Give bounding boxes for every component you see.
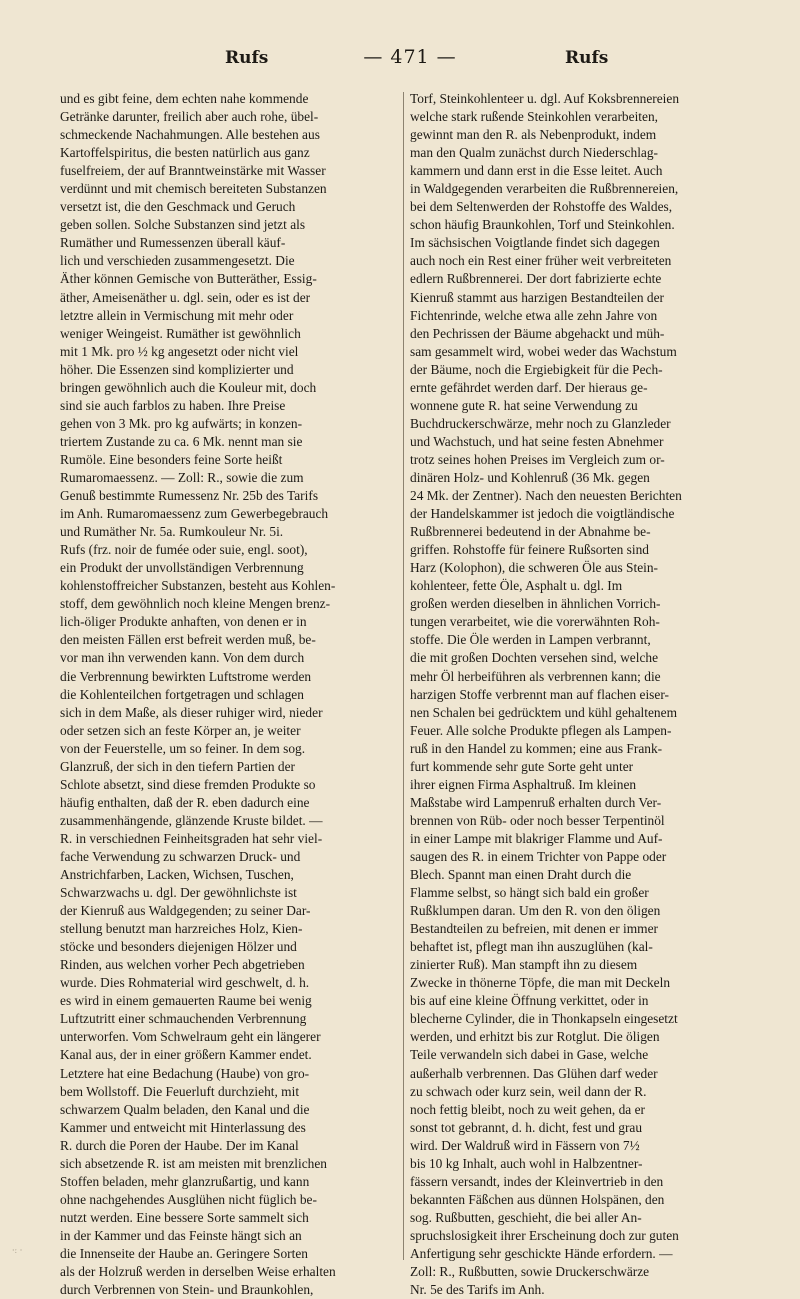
text-line: ernte gefährdet werden darf. Der hieraus ge- xyxy=(410,379,648,395)
text-line: Schwarzwachs u. dgl. Der gewöhnlichste ist xyxy=(60,885,297,901)
text-line: Kartoffelspiritus, die besten natürlich aus ganz xyxy=(60,145,310,161)
text-line: oder setzen sich an feste Körper an, je weiter xyxy=(60,722,301,738)
text-line: die Kohlenteilchen fortgetragen und schlagen xyxy=(60,686,304,702)
text-line: der Kienruß aus Waldgegenden; zu seiner Dar- xyxy=(60,903,311,919)
text-line: stellung benutzt man harzreiches Holz, Kien- xyxy=(60,921,303,937)
text-line: R. durch die Poren der Haube. Der im Kanal xyxy=(60,1137,299,1153)
text-line: Bestandteilen zu befreien, mit denen er immer xyxy=(410,921,659,937)
text-line: nen Schalen bei gedrücktem und kühl gehaltenem xyxy=(410,704,677,720)
text-line: der Bäume, noch die Ergiebigkeit für die Pech- xyxy=(410,361,663,377)
text-line: Glanzruß, der sich in den tiefern Partien der xyxy=(60,758,295,774)
text-line: kohlenteer, fette Öle, Asphalt u. dgl. Im xyxy=(410,578,623,594)
text-line: Torf, Steinkohlenteer u. dgl. Auf Koksbrennereien xyxy=(410,91,680,106)
text-line: Anstrichfarben, Lacken, Wichsen, Tuschen, xyxy=(60,867,294,883)
text-line: durch Verbrennen von Stein- und Braunkohlen, xyxy=(60,1282,314,1298)
text-line: in einer Lampe mit blakriger Flamme und Auf- xyxy=(410,830,663,846)
text-line: sich in dem Maße, als dieser ruhiger wird, nieder xyxy=(60,704,323,720)
text-line: dinären Holz- und Kohlenruß (36 Mk. gegen xyxy=(410,469,650,485)
running-header xyxy=(60,44,760,74)
text-line: tungen verarbeitet, wie die vorerwähnten Roh- xyxy=(410,614,660,630)
text-line: Fichtenrinde, welche etwa alle zehn Jahre von xyxy=(410,307,658,323)
column-divider xyxy=(403,92,404,1260)
text-line: Maßstabe wird Lampenruß erhalten durch Ver- xyxy=(410,794,662,810)
text-line: Rußklumpen daran. Um den R. von den öligen xyxy=(410,903,661,919)
text-line: Genuß bestimmte Rumessenz Nr. 25b des Tarifs xyxy=(60,488,319,504)
text-line: spruchslosigkeit ihrer Erscheinung doch zur guten xyxy=(410,1227,679,1243)
text-line: schmeckende Nachahmungen. Alle bestehen aus xyxy=(60,127,320,143)
text-line: griffen. Rohstoffe für feinere Rußsorten sind xyxy=(410,542,649,558)
text-line: blecherne Cylinder, die in Thonkapseln eingesetzt xyxy=(410,1011,678,1027)
text-line: sonst tot gebrannt, d. h. dicht, fest und grau xyxy=(410,1119,643,1135)
text-line: Rufs (frz. noir de fumée oder suie, engl. soot), xyxy=(60,542,308,558)
text-line: Nr. 5e des Tarifs im Anh. xyxy=(410,1282,545,1298)
text-line: Stoffen beladen, mehr glanzrußartig, und kann xyxy=(60,1173,310,1189)
text-line: gehen von 3 Mk. pro kg aufwärts; in konzen- xyxy=(60,415,303,431)
text-line: Im sächsischen Voigtlande findet sich dagegen xyxy=(410,235,660,251)
text-line: Harz (Kolophon), die schweren Öle aus Stein- xyxy=(410,560,659,576)
text-line: auch noch ein Rest einer früher weit verbreiteten xyxy=(410,253,672,269)
text-line: vor man ihn verwenden kann. Von dem durch xyxy=(60,650,305,666)
text-line: edlern Rußbrennerei. Der dort fabrizierte echte xyxy=(410,271,662,287)
text-line: äther, Ameisenäther u. dgl. sein, oder es ist der xyxy=(60,289,311,305)
text-line: und Rumäther Nr. 5a. Rumkouleur Nr. 5i. xyxy=(60,524,284,540)
text-line: werden, und erhitzt bis zur Rotglut. Die öligen xyxy=(410,1029,660,1045)
text-line: nutzt werden. Eine bessere Sorte sammelt sich xyxy=(60,1209,309,1225)
header-left-keyword: Rufs xyxy=(225,48,269,68)
text-line: Rumöle. Eine besonders feine Sorte heißt xyxy=(60,451,283,467)
text-line: und Wachstuch, und hat seine festen Abnehmer xyxy=(410,433,664,449)
text-line: noch fettig bleibt, noch zu weit gehen, da er xyxy=(410,1101,645,1117)
text-line: ohne nachgehendes Ausglühen nicht füglich be- xyxy=(60,1191,317,1207)
right-text-column xyxy=(410,90,750,1299)
text-line: Schlote absetzt, sind diese fremden Produkte so xyxy=(60,776,316,792)
text-line: Flamme selbst, so hängt sich bald ein großer xyxy=(410,885,649,901)
header-right-keyword: Rufs xyxy=(565,48,609,68)
text-line: mit 1 Mk. pro ½ kg angesetzt oder nicht viel xyxy=(60,343,299,359)
text-line: Feuer. Alle solche Produkte pflegen als Lampen- xyxy=(410,722,672,738)
page-speck: ·ː · xyxy=(12,1246,23,1255)
text-line: Kanal aus, der in einer größern Kammer endet. xyxy=(60,1047,312,1063)
text-line: unterworfen. Vom Schwelraum geht ein längerer xyxy=(60,1029,321,1045)
text-line: zinierter Ruß). Man stampft ihn zu diesem xyxy=(410,957,638,973)
text-line: ihrer eignen Firma Asphaltruß. Im kleinen xyxy=(410,776,637,792)
text-line: der Handelskammer ist jedoch die voigtländische xyxy=(410,506,675,522)
text-line: man den Qualm zunächst durch Niederschlag- xyxy=(410,145,659,161)
text-line: weniger Weingeist. Rumäther ist gewöhnlich xyxy=(60,325,301,341)
text-line: fuselfreiem, der auf Branntweinstärke mit Wasser xyxy=(60,163,326,179)
text-line: Rinden, aus welchen vorher Pech abgetrieben xyxy=(60,957,305,973)
text-line: verdünnt und mit chemisch bereiteten Substanzen xyxy=(60,181,327,197)
page-number: — 471 — xyxy=(363,46,457,68)
text-line: trotz seines hohen Preises im Vergleich zum or- xyxy=(410,451,665,467)
text-line: bis 10 kg Inhalt, auch wohl in Halbzentner- xyxy=(410,1155,643,1171)
text-line: zusammenhängende, glänzende Kruste bildet. — xyxy=(60,812,323,828)
text-line: die mit großen Dochten versehen sind, welche xyxy=(410,650,659,666)
text-line: Blech. Spannt man einen Draht durch die xyxy=(410,867,632,883)
text-line: geben sollen. Solche Substanzen sind jetzt als xyxy=(60,217,306,233)
text-line: Anfertigung sehr geschickte Hände erfordern. — xyxy=(410,1246,673,1261)
text-line: es wird in einem gemauerten Raume bei wenig xyxy=(60,993,312,1009)
text-line: Rußbrennerei bedeutend in der Abnahme be- xyxy=(410,524,651,540)
text-line: den Pechrissen der Bäume abgehackt und müh- xyxy=(410,325,665,341)
text-line: zu schwach oder kurz sein, weil dann der R. xyxy=(410,1083,647,1099)
text-line: triertem Zustande zu ca. 6 Mk. nennt man sie xyxy=(60,433,303,449)
text-line: mehr Öl herbeiführen als verbrennen kann; die xyxy=(410,668,661,684)
text-line: gewinnt man den R. als Nebenprodukt, indem xyxy=(410,127,657,143)
text-line: häufig enthalten, daß der R. eben dadurch eine xyxy=(60,794,310,810)
text-line: kohlenstoffreicher Substanzen, besteht aus Kohlen- xyxy=(60,578,336,594)
text-line: lich und verschieden zusammengesetzt. Die xyxy=(60,253,295,269)
text-line: schon häufig Braunkohlen, Torf und Steinkohlen. xyxy=(410,217,675,233)
text-line: außerhalb verbrennen. Das Glühen darf weder xyxy=(410,1065,658,1081)
text-line: bem Wollstoff. Die Feuerluft durchzieht, mit xyxy=(60,1083,300,1099)
text-line: Zwecke in thönerne Töpfe, die man mit Deckeln xyxy=(410,975,671,991)
text-line: Rumäther und Rumessenzen überall käuf- xyxy=(60,235,286,251)
left-text-column xyxy=(60,90,400,1299)
text-line: Kienruß stammt aus harzigen Bestandteilen der xyxy=(410,289,664,305)
text-line: Buchdruckerschwärze, mehr noch zu Glanzleder xyxy=(410,415,671,431)
text-line: sich absetzende R. ist am meisten mit brenzlichen xyxy=(60,1155,327,1171)
text-line: versetzt ist, die den Geschmack und Geruch xyxy=(60,199,296,215)
text-line: Rumaromaessenz. — Zoll: R., sowie die zum xyxy=(60,469,304,485)
text-line: im Anh. Rumaromaessenz zum Gewerbegebrauch xyxy=(60,506,329,522)
text-line: sog. Rußbutten, geschieht, die bei aller An- xyxy=(410,1209,642,1225)
text-line: und es gibt feine, dem echten nahe kommende xyxy=(60,91,309,106)
text-line: die Verbrennung bewirkten Luftstrome werden xyxy=(60,668,312,684)
text-line: höher. Die Essenzen sind komplizierter und xyxy=(60,361,294,377)
text-line: von der Feuerstelle, um so feiner. In dem sog. xyxy=(60,740,306,756)
text-line: stoff, dem gewöhnlich noch kleine Mengen brenz- xyxy=(60,596,331,612)
text-line: die Innenseite der Haube an. Geringere Sorten xyxy=(60,1246,308,1261)
text-line: welche stark rußende Steinkohlen verarbeiten, xyxy=(410,109,659,125)
text-line: Getränke darunter, freilich aber auch rohe, übel- xyxy=(60,109,319,125)
text-line: sam gesammelt wird, wobei weder das Wachstum xyxy=(410,343,677,359)
text-line: behaftet ist, pflegt man ihn auszuglühen (kal- xyxy=(410,939,653,955)
text-line: saugen des R. in einem Trichter von Pappe oder xyxy=(410,848,667,864)
text-line: R. in verschiednen Feinheitsgraden hat sehr viel- xyxy=(60,830,323,846)
text-line: harzigen Stoffe verbrennt man auf flachen eiser- xyxy=(410,686,669,702)
text-line: wird. Der Waldruß wird in Fässern von 7½ xyxy=(410,1137,640,1153)
text-line: Kammer und entweicht mit Hinterlassung des xyxy=(60,1119,306,1135)
text-line: bekannten Fäßchen aus dünnen Holspänen, den xyxy=(410,1191,665,1207)
text-line: 24 Mk. der Zentner). Nach den neuesten Berichten xyxy=(410,488,682,504)
text-line: bis auf eine kleine Öffnung verkittet, oder in xyxy=(410,993,649,1009)
text-line: Zoll: R., Rußbutten, sowie Druckerschwärze xyxy=(410,1264,650,1280)
text-line: brennen von Rüb- oder noch besser Terpentinöl xyxy=(410,812,665,828)
text-line: den meisten Fällen erst befreit werden muß, be- xyxy=(60,632,316,648)
text-line: stöcke und besonders diejenigen Hölzer und xyxy=(60,939,297,955)
text-line: schwarzem Qualm beladen, den Kanal und die xyxy=(60,1101,310,1117)
text-line: kammern und dann erst in die Esse leitet. Auch xyxy=(410,163,663,179)
text-line: fässern versandt, indes der Kleinvertrieb in den xyxy=(410,1173,664,1189)
text-line: sind sie auch farblos zu haben. Ihre Preise xyxy=(60,397,286,413)
text-line: Teile verwandeln sich dabei in Gase, welche xyxy=(410,1047,649,1063)
text-line: in der Kammer und das Feinste hängt sich an xyxy=(60,1227,302,1243)
text-line: bringen gewöhnlich auch die Kouleur mit, doch xyxy=(60,379,317,395)
text-line: letztre allein in Vermischung mit mehr oder xyxy=(60,307,294,323)
text-line: Äther können Gemische von Butteräther, Essig- xyxy=(60,271,317,287)
text-line: als der Holzruß werden in derselben Weise erhalten xyxy=(60,1264,336,1280)
text-line: wonnene gute R. hat seine Verwendung zu xyxy=(410,397,638,413)
text-line: Letztere hat eine Bedachung (Haube) von gro- xyxy=(60,1065,310,1081)
text-line: in Waldgegenden verarbeiten die Rußbrennereien, xyxy=(410,181,679,197)
text-line: wurde. Dies Rohmaterial wird geschwelt, d. h. xyxy=(60,975,310,991)
text-line: ruß in den Handel zu kommen; eine aus Frank- xyxy=(410,740,663,756)
text-line: furt kommende sehr gute Sorte geht unter xyxy=(410,758,634,774)
text-line: bei dem Seltenwerden der Rohstoffe des Waldes, xyxy=(410,199,673,215)
text-line: fache Verwendung zu schwarzen Druck- und xyxy=(60,848,301,864)
text-line: großen werden dieselben in ähnlichen Vorrich- xyxy=(410,596,661,612)
text-line: lich-öliger Produkte anhaften, von denen er in xyxy=(60,614,307,630)
text-line: ein Produkt der unvollständigen Verbrennung xyxy=(60,560,304,576)
text-line: stoffe. Die Öle werden in Lampen verbrannt, xyxy=(410,632,651,648)
text-line: Luftzutritt einer schmauchenden Verbrennung xyxy=(60,1011,307,1027)
